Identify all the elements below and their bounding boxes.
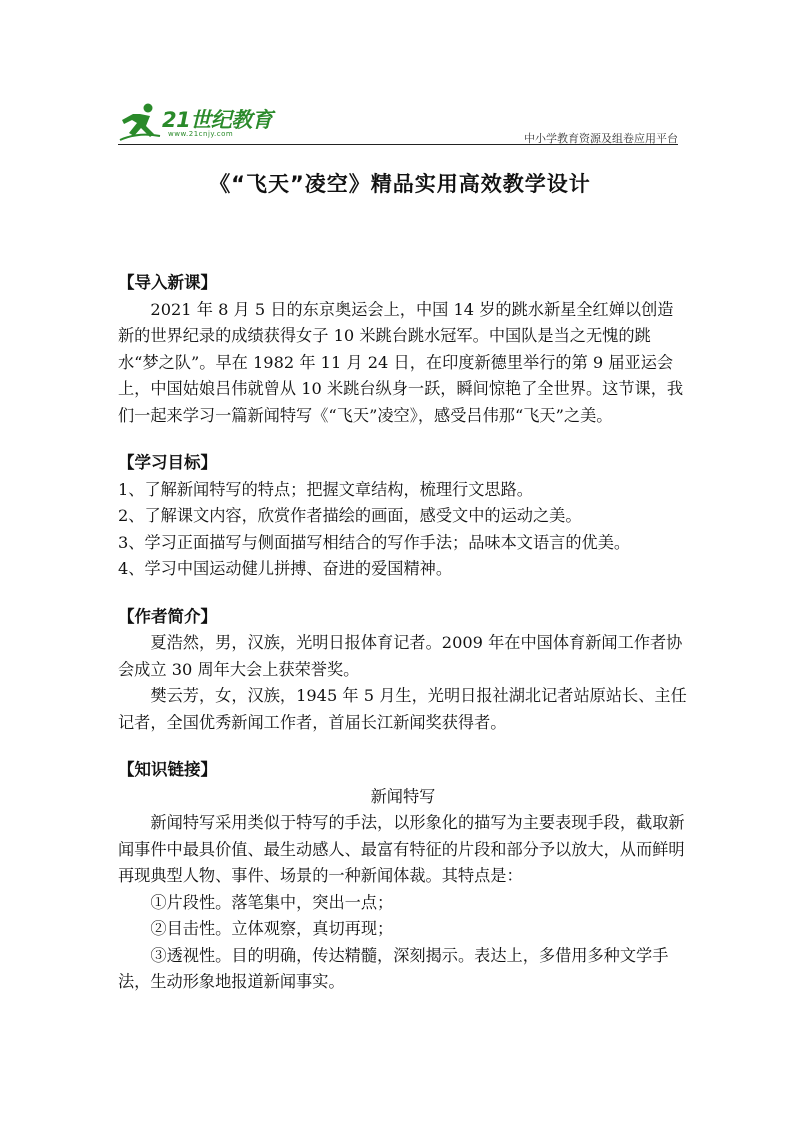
list-item: 2、了解课文内容，欣赏作者描绘的画面，感受文中的运动之美。 <box>118 506 582 525</box>
section-intro <box>118 270 688 429</box>
logo-url: www.21cnjy.com <box>168 130 234 138</box>
list-item: 4、学习中国运动健儿拼搏、奋进的爱国精神。 <box>118 559 453 578</box>
runner-logo-icon <box>118 102 162 142</box>
logo <box>118 100 288 146</box>
section-authors <box>118 604 688 737</box>
list-item: 3、学习正面描写与侧面描写相结合的写作手法；品味本文语言的优美。 <box>118 532 631 552</box>
paragraph: 2021 年 8 月 5 日的东京奥运会上，中国 14 岁的跳水新星全红婵以创造新的世界纪录的成绩获得女子 10 米跳台跳水冠军。中国队是当之无愧的跳水“梦之队”。早在 1982 年 11 月 24 日，在印度新德里举行的第 9 届亚运会上，中国姑娘吕伟就曾从 10 米跳台纵身一跃，瞬间惊艳了全世界。这节课，我们一起来学习一篇新闻特写《“飞天”凌空》，感受吕伟那“飞天”之美。 <box>118 299 684 425</box>
section-knowledge <box>118 757 688 996</box>
paragraph: 夏浩然，男，汉族，光明日报体育记者。2009 年在中国体育新闻工作者协会成立 30 周年大会上获荣誉奖。 <box>118 633 683 679</box>
list-item: ①片段性。落笔集中，突出一点； <box>150 892 394 912</box>
page-title: 《“飞天”凌空》精品实用高效教学设计 <box>209 172 591 196</box>
platform-label: 中小学教育资源及组卷应用平台 <box>524 132 678 145</box>
document-body <box>118 270 688 1017</box>
section-heading: 【学习目标】 <box>118 453 217 472</box>
section-heading: 【知识链接】 <box>118 760 217 779</box>
section-heading: 【导入新课】 <box>118 273 217 292</box>
logo-text: 21世纪教育 <box>162 108 273 132</box>
section-heading: 【作者简介】 <box>118 606 217 626</box>
list-item: ②目击性。立体观察，真切再现； <box>150 919 394 938</box>
header-divider <box>118 144 678 145</box>
list-item: 1、了解新闻特写的特点；把握文章结构，梳理行文思路。 <box>118 479 533 499</box>
subtitle: 新闻特写 <box>370 786 436 806</box>
paragraph: 新闻特写采用类似于特写的手法，以形象化的描写为主要表现手段，截取新闻事件中最具价值、最生动感人、最富有特征的片段和部分予以放大，从而鲜明再现典型人物、事件、场景的一种新闻体裁。其特点是： <box>118 813 685 885</box>
page-header <box>118 100 678 146</box>
section-goals <box>118 450 688 583</box>
paragraph: 樊云芳，女，汉族，1945 年 5 月生，光明日报社湖北记者站原站长、主任记者，全国优秀新闻工作者，首届长江新闻奖获得者。 <box>118 686 687 732</box>
list-item: ③透视性。目的明确，传达精髓，深刻揭示。表达上，多借用多种文学手法，生动形象地报道新闻事实。 <box>118 945 669 991</box>
